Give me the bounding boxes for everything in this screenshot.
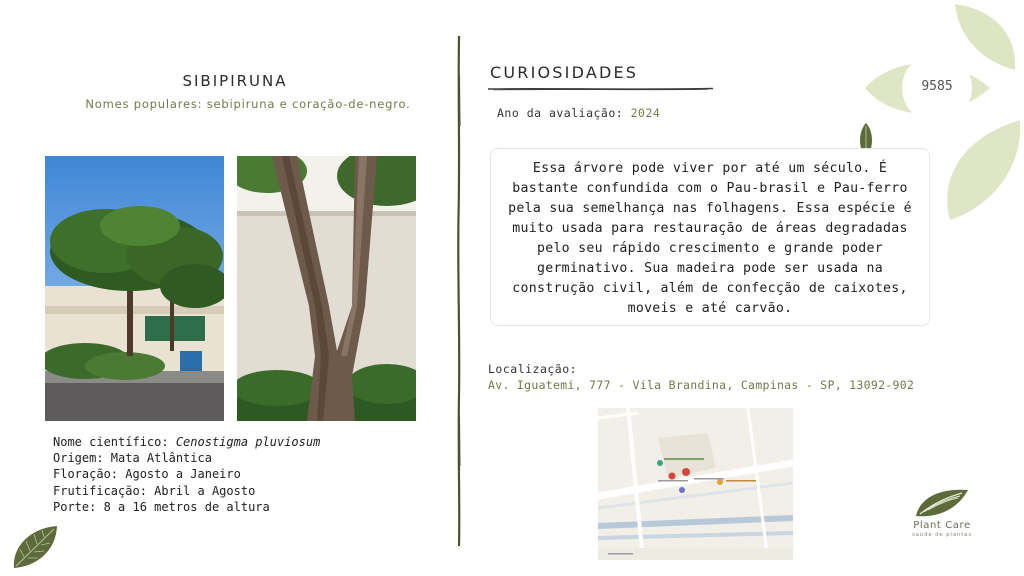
plant-name: SIBIPIRUNA <box>182 72 288 90</box>
evaluation-year <box>497 106 660 120</box>
scientific-name-label: Nome científico: <box>53 435 176 449</box>
column-divider <box>455 36 463 546</box>
leaf-decoration-bottom-left <box>10 522 60 570</box>
plant-care-logo <box>914 486 970 520</box>
scientific-name-value: Cenostigma pluviosum <box>175 435 321 449</box>
fact-flowering: Floração: Agosto a Janeiro <box>53 467 241 482</box>
brand-tagline: saúde de plantas <box>911 532 973 538</box>
title-underline <box>488 86 713 92</box>
plant-facts <box>53 434 320 515</box>
location-label: Localização: <box>488 362 578 376</box>
year-value: 2024 <box>630 106 661 120</box>
evaluation-number: 9585 <box>921 79 953 94</box>
location-map[interactable] <box>598 408 793 560</box>
curiosities-title: CURIOSIDADES <box>490 63 639 82</box>
location-address: Av. Iguatemi, 777 - Vila Brandina, Campinas - SP, 13092-902 <box>488 378 915 392</box>
tree-photo-canopy <box>45 156 224 421</box>
fact-origin: Origem: Mata Atlântica <box>53 451 212 466</box>
fact-size: Porte: 8 a 16 metros de altura <box>53 499 270 514</box>
curiosities-text: Essa árvore pode viver por até um século. É bastante confundida com o Pau-brasil e Pau-ferro pela sua semelhança nas folhagens. Essa espécie é muito usada para restauração de áreas degradadas pelo seu rápido crescimento e grande poder germinativo. Sua madeira pode ser usada na construção civil, além de confecção de caixotes, moveis e até carvão. <box>508 161 912 316</box>
fact-fruiting: Frutificação: Abril a Agosto <box>53 483 256 498</box>
year-label: Ano da avaliação: <box>497 106 631 120</box>
tree-photo-trunk <box>237 156 416 421</box>
brand-name: Plant Care <box>913 520 971 531</box>
fact-scientific-name <box>53 434 320 450</box>
popular-names: Nomes populares: sebipiruna e coração-de-negro. <box>85 97 411 111</box>
